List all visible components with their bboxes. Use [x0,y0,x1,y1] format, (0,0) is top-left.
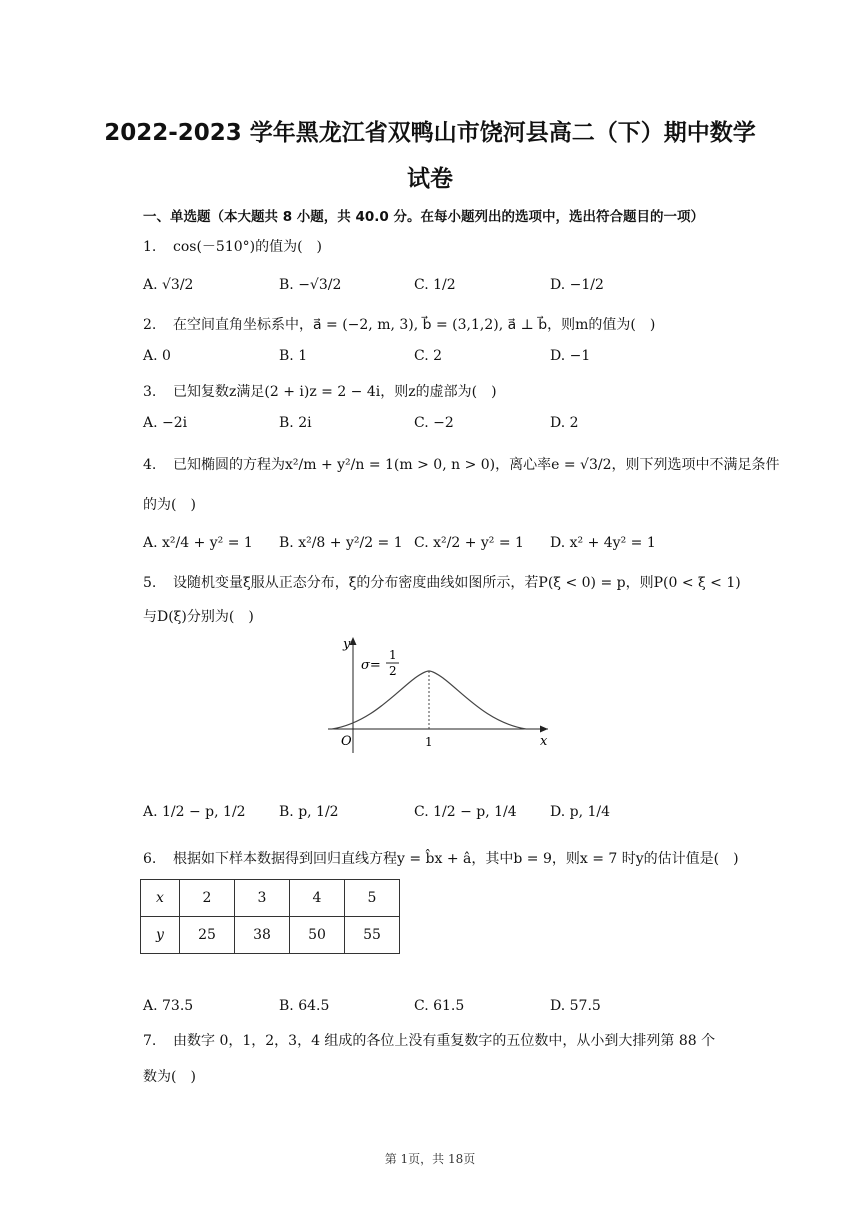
option-a: A. 73.5 [143,998,194,1014]
option-d: D. 57.5 [550,998,601,1014]
option-a: A. 1/2 − p, 1/2 [143,804,246,820]
option-b: B. 2i [279,415,312,431]
option-a: A. 0 [143,348,171,364]
question-5 [143,572,741,594]
question-4 [143,454,779,476]
question-6 [143,848,739,870]
table-row [141,917,400,954]
option-a: A. −2i [143,415,188,431]
question-7 [143,1030,715,1052]
question-text: 已知椭圆的方程为x²/m + y²/n = 1(m > 0, n > 0)，离心率e = √3/2，则下列选项中不满足条件 [173,457,780,473]
x-axis-label: x [540,734,548,749]
option-d: D. x² + 4y² = 1 [550,535,656,551]
sigma-denominator: 2 [389,664,397,678]
question-1 [143,236,322,258]
table-cell: 25 [180,917,235,954]
sample-data-table [140,879,400,954]
question-number: 2. [143,317,157,333]
question-7-continuation: 数为( ) [143,1069,196,1085]
question-text: 在空间直角坐标系中，a⃗ = (−2, m, 3), b⃗ = (3,1,2), a⃗ ⊥ b⃗，则m的值为( ) [173,317,656,333]
option-b: B. x²/8 + y²/2 = 1 [279,535,403,551]
option-c: C. 1/2 − p, 1/4 [414,804,517,820]
tick-label-1: 1 [425,735,433,749]
option-c: C. −2 [414,415,454,431]
option-d: D. p, 1/4 [550,804,611,820]
x-axis-arrow [540,726,548,733]
question-6-options [143,998,763,1022]
row-header-y: y [141,917,180,954]
question-number: 6. [143,851,157,867]
option-a: A. √3/2 [143,277,194,293]
option-b: B. 1 [279,348,308,364]
question-text: cos(－510°)的值为( ) [173,239,323,255]
option-c: C. 2 [414,348,443,364]
table-cell: 2 [180,880,235,917]
question-4-continuation: 的为( ) [143,497,196,513]
question-text: 已知复数z满足(2 + i)z = 2 − 4i，则z的虚部为( ) [173,384,497,400]
option-a: A. x²/4 + y² = 1 [143,535,253,551]
question-number: 7. [143,1033,157,1049]
page-footer: 第 1页，共 18页 [384,1152,476,1166]
question-number: 3. [143,384,157,400]
option-c: C. x²/2 + y² = 1 [414,535,524,551]
option-b: B. −√3/2 [279,277,342,293]
origin-label: O [341,734,352,749]
option-c: C. 1/2 [414,277,456,293]
table-cell: 5 [345,880,400,917]
page-title: 2022-2023 学年黑龙江省双鸭山市饶河县高二（下）期中数学试卷 [104,120,756,192]
question-5-options [143,804,763,828]
question-text: 设随机变量ξ服从正态分布，ξ的分布密度曲线如图所示，若P(ξ < 0) = p，则P(0 < ξ < 1) [173,575,741,591]
question-number: 4. [143,457,157,473]
section-heading: 一、单选题（本大题共 8 小题，共 40.0 分。在每小题列出的选项中，选出符合题目的一项） [143,209,705,225]
sigma-numerator: 1 [389,648,397,662]
table-cell: 4 [290,880,345,917]
sigma-label: σ= [361,658,381,673]
y-axis-arrow [350,637,357,645]
question-text: 由数字 0，1，2，3，4 组成的各位上没有重复数字的五位数中，从小到大排列第 88 个 [173,1033,716,1049]
y-axis-label: y [343,637,351,652]
question-1-options [143,277,763,301]
question-2-options [143,348,763,372]
option-c: C. 61.5 [414,998,465,1014]
question-number: 1. [143,239,157,255]
question-number: 5. [143,575,157,591]
question-2 [143,314,655,336]
question-3 [143,381,497,403]
table-cell: 50 [290,917,345,954]
option-d: D. −1 [550,348,591,364]
row-header-x: x [141,880,180,917]
question-text: 根据如下样本数据得到回归直线方程y = b̂x + â，其中b = 9，则x = 7 时y的估计值是( ) [173,851,739,867]
table-cell: 3 [235,880,290,917]
table-cell: 38 [235,917,290,954]
option-d: D. 2 [550,415,579,431]
option-b: B. 64.5 [279,998,330,1014]
normal-distribution-graph [300,633,560,758]
option-b: B. p, 1/2 [279,804,339,820]
question-4-options [143,535,763,559]
table-row [141,880,400,917]
question-5-continuation: 与D(ξ)分别为( ) [143,609,254,625]
question-3-options [143,415,763,439]
table-cell: 55 [345,917,400,954]
option-d: D. −1/2 [550,277,604,293]
